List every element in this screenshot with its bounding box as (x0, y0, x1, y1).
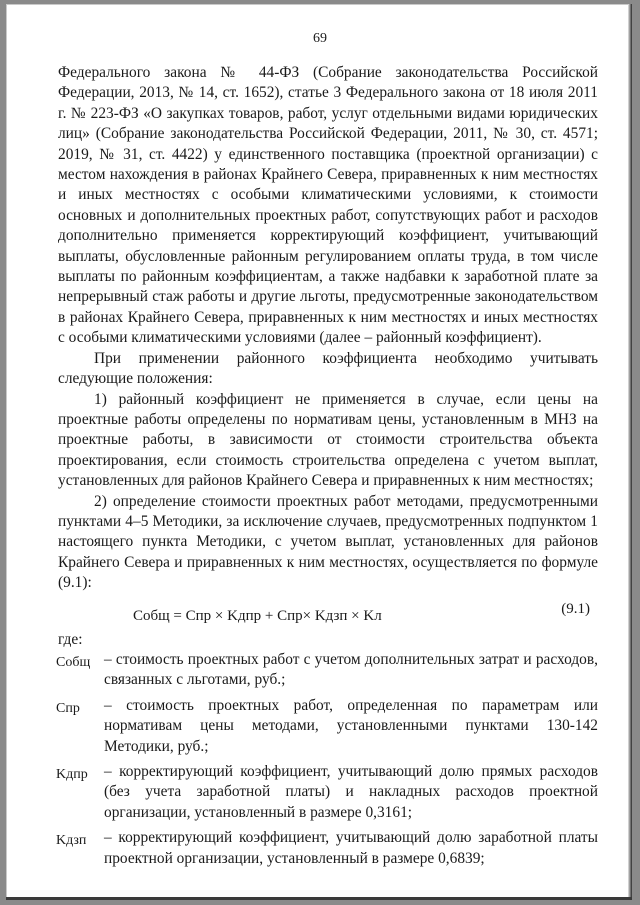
paragraph-continuation: Федерального закона № 44-ФЗ (Собрание законодательства Российской Федерации, 2013, № 14, ст. 1652), статье 3 Федерального закона от 18 июля 2011 г. № 223-ФЗ «О закупках товаров, работ, услуг отдельными видами юридических лиц» (Собрание законодательства Российской Федерации, 2011, № 30, ст. 4571; 2019, № 31, ст. 4422) у единственного поставщика (проектной организации) с местом нахождения в районах Крайнего Севера, приравненных к ним местностях и иных местностях с особыми климатическими условиями, к стоимости основных и дополнительных проектных работ, сопутствующих работ и расходов дополнительно применяется корректирующий коэффициент, учитывающий выплаты, обусловленные районным регулированием оплаты труда, в том числе выплаты по районным коэффициентам, а также надбавки к заработной плате за непрерывный стаж работы и другие льготы, предусмотренные законодательством в районах Крайнего Севера, приравненных к ним местностях и иных местностях с особыми климатическими условиями (далее – районный коэффициент). (58, 64, 598, 347)
list-item-1: 1) районный коэффициент не применяется в случае, если цены на проектные работы определены по нормативам цены, установленным в МНЗ на проектные работы, в зависимости от стоимости строительства объекта проектирования, если стоимость строительства определена с учетом выплат, установленных для районов Крайнего Севера и приравненных к ним местностях; (58, 390, 598, 490)
formula: Cобщ = Cпр × Kдпр + Cпр× Kдзп × Kл (133, 607, 382, 624)
definition-symbol: Kдпр (56, 767, 88, 782)
document-body (58, 63, 598, 869)
paragraph-intro: При применении районного коэффициента необходимо учитывать следующие положения: (58, 349, 598, 388)
definition-text: – стоимость проектных работ, определенная по параметрам или нормативам цены методами, установленными пунктами 130-142 Методики, руб.; (104, 696, 598, 755)
definition-item (58, 696, 598, 757)
definition-item (58, 828, 598, 869)
page-edge-shadow (628, 4, 632, 900)
definition-text: – стоимость проектных работ с учетом дополнительных затрат и расходов, связанных с льготами, руб.; (104, 650, 598, 689)
list-item-2: 2) определение стоимости проектных работ методами, предусмотренными пунктами 4–5 Методики, за исключение случаев, предусмотренных подпунктом 1 настоящего пункта Методики, с учетом выплат, установленных для районов Крайнего Севера и приравненных к ним местностях, осуществляется по формуле (9.1): (58, 492, 598, 592)
page-bottom-edge (6, 897, 632, 900)
definition-text: – корректирующий коэффициент, учитывающий долю заработной платы проектной организации, установленный в размере 0,6839; (104, 829, 598, 867)
page-number: 69 (313, 31, 327, 46)
definition-item (58, 762, 598, 823)
formula-number: (9.1) (561, 600, 590, 617)
definition-symbol: Cобщ (56, 654, 91, 670)
definition-symbol: Cпр (56, 700, 80, 716)
definition-item (58, 650, 598, 691)
formula-row (58, 594, 598, 630)
where-label: где: (58, 630, 83, 648)
definition-text: – корректирующий коэффициент, учитывающий долю прямых расходов (без учета заработной платы) и накладных расходов проектной организации, установленный в размере 0,3161; (104, 763, 598, 821)
definition-symbol: Kдзп (56, 833, 87, 849)
